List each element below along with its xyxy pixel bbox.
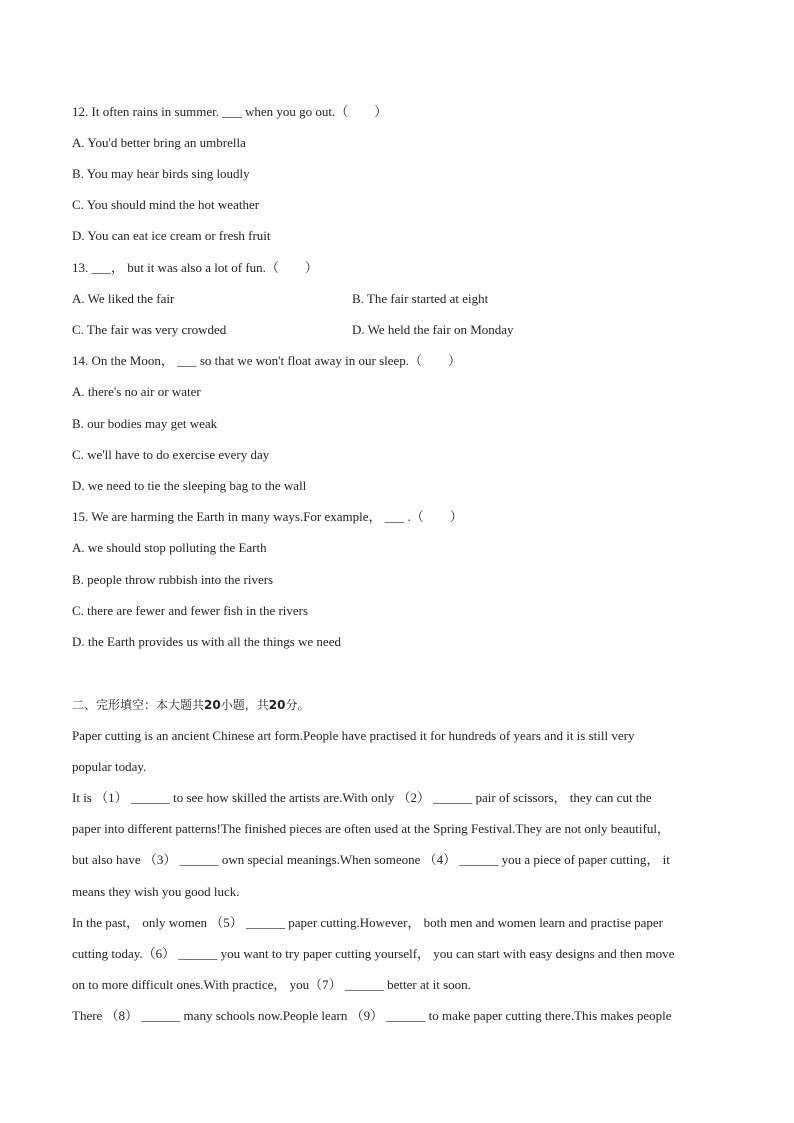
- question-15-option-d: D. the Earth provides us with all the things we need: [72, 634, 341, 649]
- passage-line-8: cutting today.（6） ______ you want to try paper cutting yourself， you can start with easy designs and then move: [72, 946, 675, 961]
- passage-line-2: popular today.: [72, 759, 147, 774]
- section-2-heading: [72, 697, 309, 713]
- question-12-option-c: C. You should mind the hot weather: [72, 197, 260, 212]
- passage-line-5: but also have （3） ______ own special meanings.When someone （4） ______ you a piece of paper cutting， it: [72, 852, 670, 867]
- question-15-option-b: B. people throw rubbish into the rivers: [72, 572, 274, 587]
- question-13-option-d: D. We held the fair on Monday: [352, 322, 514, 337]
- question-14-stem: 14. On the Moon， ___ so that we won't float away in our sleep.（ ）: [72, 353, 462, 368]
- passage-line-3: It is （1） ______ to see how skilled the artists are.With only （2） ______ pair of scissors， they can cut the: [72, 790, 652, 805]
- question-14-option-d: D. we need to tie the sleeping bag to the wall: [72, 478, 307, 493]
- passage-line-4: paper into different patterns!The finished pieces are often used at the Spring Festival.They are not only beautiful，: [72, 821, 670, 836]
- question-12-option-a: A. You'd better bring an umbrella: [72, 135, 246, 150]
- question-15-option-c: C. there are fewer and fewer fish in the rivers: [72, 603, 309, 618]
- section-2-heading-mid: 小题，共: [220, 698, 269, 712]
- passage-line-9: on to more difficult ones.With practice， you（7） ______ better at it soon.: [72, 977, 471, 992]
- question-14-option-c: C. we'll have to do exercise every day: [72, 447, 270, 462]
- passage-line-1: Paper cutting is an ancient Chinese art form.People have practised it for hundreds of years and it is still very: [72, 728, 635, 743]
- question-13-option-b: B. The fair started at eight: [352, 291, 489, 306]
- section-2-question-count: 20: [204, 698, 221, 712]
- question-12-option-b: B. You may hear birds sing loudly: [72, 166, 250, 181]
- passage-line-6: means they wish you good luck.: [72, 884, 240, 899]
- question-13-option-c: C. The fair was very crowded: [72, 322, 227, 337]
- question-13-option-a: A. We liked the fair: [72, 291, 175, 306]
- question-14-option-b: B. our bodies may get weak: [72, 416, 218, 431]
- question-13-stem: 13. ___， but it was also a lot of fun.（ ）: [72, 260, 318, 275]
- question-12-stem: 12. It often rains in summer. ___ when you go out.（ ）: [72, 104, 388, 119]
- passage-line-7: In the past， only women （5） ______ paper cutting.However， both men and women learn and practise paper: [72, 915, 663, 930]
- question-14-option-a: A. there's no air or water: [72, 384, 201, 399]
- question-15-stem: 15. We are harming the Earth in many ways.For example， ___ .（ ）: [72, 509, 463, 524]
- section-2-heading-prefix: 二、完形填空：本大题共: [72, 698, 205, 712]
- passage-line-10: There （8） ______ many schools now.People learn （9） ______ to make paper cutting there.This makes people: [72, 1008, 672, 1023]
- section-2-heading-suffix: 分。: [285, 698, 310, 712]
- question-12-option-d: D. You can eat ice cream or fresh fruit: [72, 228, 271, 243]
- section-2-points: 20: [268, 698, 286, 712]
- question-15-option-a: A. we should stop polluting the Earth: [72, 540, 267, 555]
